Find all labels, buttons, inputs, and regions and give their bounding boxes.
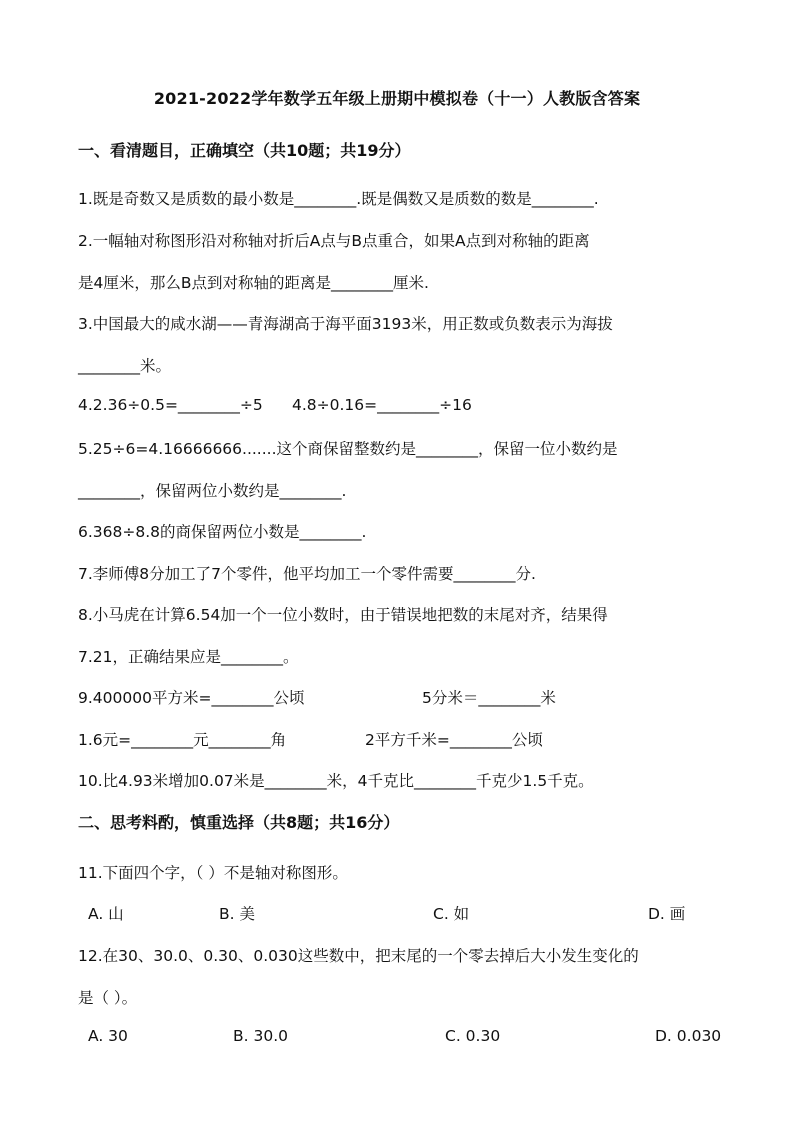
question-11-option-a: A. 山 [88,905,124,923]
question-12-option-d: D. 0.030 [655,1027,722,1045]
question-12-line-1: 12.在30、30.0、0.30、0.030这些数中，把末尾的一个零去掉后大小发生变化的 [78,947,639,965]
question-2-line-2: 是4厘米，那么B点到对称轴的距离是________厘米. [78,274,429,292]
question-9-part-2: 5分米＝________米 [422,689,556,707]
section-2-heading: 二、思考料酌，慎重选择（共8题；共16分） [78,813,400,832]
question-3-line-2: ________米。 [78,357,172,375]
question-2-line-1: 2.一幅轴对称图形沿对称轴对折后A点与B点重合，如果A点到对称轴的距离 [78,232,590,250]
question-9-part-1: 9.400000平方米=________公顷 [78,689,305,707]
question-12-line-2: 是（ ）。 [78,989,138,1007]
question-11-option-d: D. 画 [648,905,686,923]
question-8-line-1: 8.小马虎在计算6.54加一个一位小数时，由于错误地把数的末尾对齐，结果得 [78,606,608,624]
question-9-part-3: 1.6元=________元________角 [78,731,287,749]
question-12-option-b: B. 30.0 [233,1027,288,1045]
question-3-line-1: 3.中国最大的咸水湖——青海湖高于海平面3193米，用正数或负数表示为海拔 [78,315,613,333]
question-4-part-2: 4.8÷0.16=________÷16 [292,396,472,414]
question-11-option-b: B. 美 [219,905,255,923]
question-4-part-1: 4.2.36÷0.5=________÷5 [78,396,263,414]
question-6: 6.368÷8.8的商保留两位小数是________. [78,523,367,541]
question-5-line-2: ________，保留两位小数约是________. [78,482,347,500]
question-5-line-1: 5.25÷6=4.16666666.......这个商保留整数约是________，保留一位小数约是 [78,440,618,458]
page-title: 2021-2022学年数学五年级上册期中模拟卷（十一）人教版含答案 [153,89,641,108]
question-9-part-4: 2平方千米=________公顷 [365,731,543,749]
question-11-stem: 11.下面四个字，（ ）不是轴对称图形。 [78,864,348,882]
question-7: 7.李师傅8分加工了7个零件，他平均加工一个零件需要________分. [78,565,536,583]
question-12-option-a: A. 30 [88,1027,128,1045]
question-11-option-c: C. 如 [433,905,470,923]
section-1-heading: 一、看清题目，正确填空（共10题；共19分） [78,141,411,160]
question-1: 1.既是奇数又是质数的最小数是________.既是偶数又是质数的数是________. [78,190,599,208]
question-10: 10.比4.93米增加0.07米是________米，4千克比________千克少1.5千克。 [78,772,594,790]
question-12-option-c: C. 0.30 [445,1027,501,1045]
question-8-line-2: 7.21，正确结果应是________。 [78,648,299,666]
